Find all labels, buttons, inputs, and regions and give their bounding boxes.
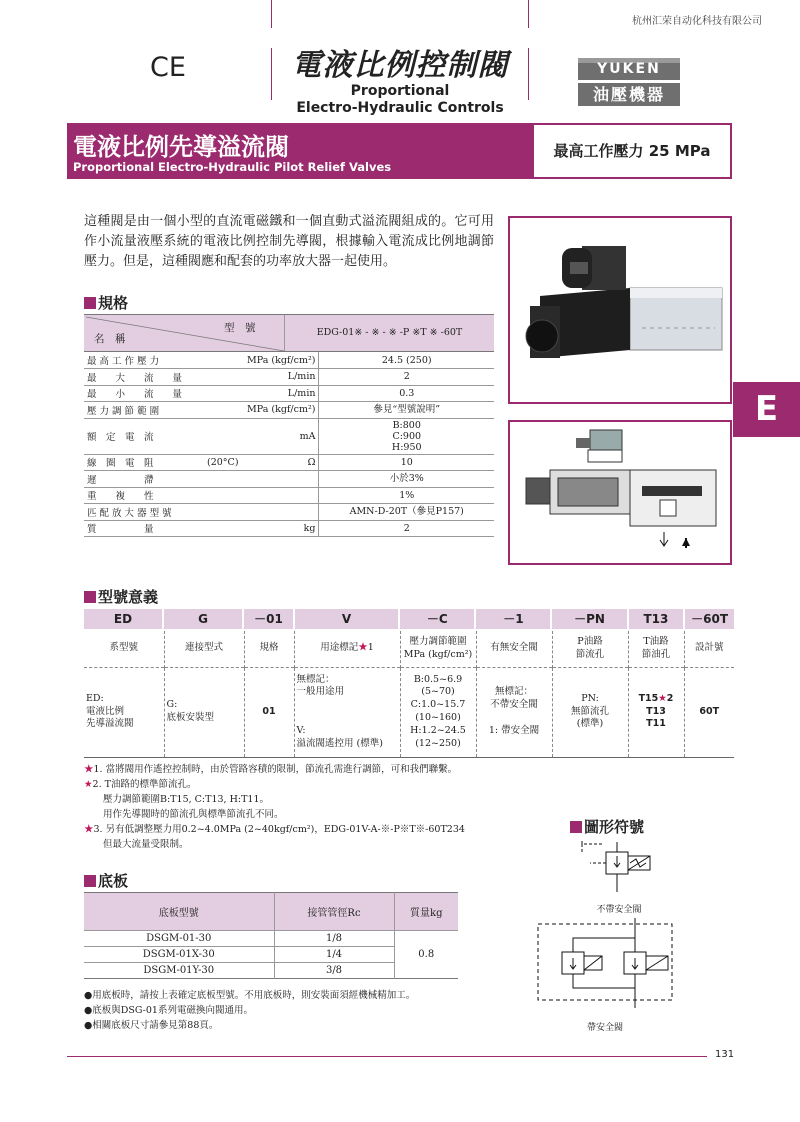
model-code-heading (84, 586, 158, 607)
spec-value: 小於3% (319, 471, 494, 488)
spec-name: 壓 力 調 節 範 圍 (84, 402, 204, 419)
subplate-size: 1/8 (274, 931, 394, 947)
note-line: 壓力調節範圍B:T15, C:T13, H:T11。 (84, 794, 269, 805)
spec-condition (204, 504, 244, 521)
spec-rows (84, 352, 494, 537)
spec-row (84, 504, 494, 521)
model-code-segment: G (164, 609, 242, 629)
header-suffix: 1 (367, 642, 374, 654)
spec-row (84, 385, 494, 402)
spec-heading (84, 292, 128, 313)
subplate-note: ●用底板時，請按上表確定底板型號。不用底板時，則安裝面須經機械精加工。 (84, 990, 416, 1001)
model-code-header: 有無安全閥 (476, 631, 552, 667)
model-code-detail (84, 631, 734, 758)
subplate-header: 底板型號 (158, 908, 199, 919)
spec-condition (204, 471, 244, 488)
spec-row (84, 352, 494, 369)
symbol-with-safety (530, 918, 680, 1033)
spec-row (84, 471, 494, 488)
model-code-row (84, 609, 734, 629)
frame-line (528, 48, 529, 100)
model-code-segment: －PN (552, 609, 626, 629)
spec-heading-text: 規格 (98, 294, 129, 312)
spec-condition (204, 418, 244, 454)
spec-unit: Ω (244, 454, 319, 471)
spec-value: 參見“型號說明” (319, 402, 494, 419)
spec-table-header (84, 314, 494, 352)
spec-name: 最 小 流 量 (84, 385, 204, 402)
symbol-heading-text: 圖形符號 (584, 818, 645, 836)
spec-condition: (20°C) (204, 454, 244, 471)
spec-unit (244, 504, 319, 521)
spec-unit: MPa (kgf/cm²) (244, 402, 319, 419)
max-pressure: 最高工作壓力 25 MPa (532, 123, 732, 179)
banner-subtitle: Proportional Electro-Hydraulic Pilot Relief Valves (73, 160, 392, 174)
section-drawing (508, 420, 732, 565)
intro-text: 這種閥是由一個小型的直流電磁鐵和一個直動式溢流閥組成的。它可用作小流量液壓系統的電液比例控制先導閥，根據輸入電流成比例地調節壓力。但是，這種閥應和配套的功率放大器一起使用。 (84, 214, 494, 269)
symbol-heading (570, 816, 644, 837)
model-code-value: 無標記： 不帶安全閥 1: 帶安全閥 (476, 667, 552, 757)
spec-value: 2 (319, 520, 494, 537)
spec-condition (204, 487, 244, 504)
spec-condition (204, 352, 244, 369)
yuken-logo (578, 58, 680, 106)
star-icon: ★ (84, 824, 94, 835)
subplate-size: 3/8 (274, 963, 394, 979)
frame-line (528, 0, 529, 28)
model-code-value: T15★2 T13 T11 (628, 667, 684, 757)
note-line: ★2. T油路的標準節流孔。 (84, 779, 197, 790)
company-name: 杭州汇荣自动化科技有限公司 (632, 16, 762, 27)
spec-unit (244, 487, 319, 504)
star-icon: ★ (358, 642, 368, 654)
spec-unit: MPa (kgf/cm²) (244, 352, 319, 369)
star-icon: ★ (84, 779, 93, 790)
spec-head-value: EDG-01※ - ※ - ※ -P ※T ※ -60T (284, 315, 494, 351)
spec-value: AMN-D-20T（參見P157) (319, 504, 494, 521)
subplate-note: ●相關底板尺寸請參見第88頁。 (84, 1020, 219, 1031)
model-code-segment: ED (84, 609, 162, 629)
spec-row (84, 454, 494, 471)
ce-mark: CE (150, 52, 186, 83)
note-line: ★3. 另有低調整壓力用0.2~4.0MPa (2~40kgf/cm²)，EDG-01V-A-※-P※T※-60T234 (84, 824, 465, 835)
spec-name: 線 圈 電 阻 (84, 454, 204, 471)
product-photo (508, 216, 732, 404)
model-code-value: 無標記： 一般用途用 V: 溢流閥遙控用 (標準) (294, 667, 400, 757)
spec-value: 2 (319, 369, 494, 386)
model-code-segment: V (295, 609, 398, 629)
model-code-header: 連接型式 (164, 631, 244, 667)
model-code-header: 壓力調節範圍 MPa (kgf/cm²) (400, 631, 476, 667)
spec-value: 10 (319, 454, 494, 471)
model-code-segment: －1 (476, 609, 550, 629)
spec-head-name: 名 稱 (94, 333, 126, 345)
subplate-model: DSGM-01Y-30 (84, 963, 274, 979)
spec-unit: kg (244, 520, 319, 537)
model-code-value: 60T (699, 705, 720, 717)
spec-unit: L/min (244, 369, 319, 386)
subplate-header: 接管管徑Rc (274, 893, 394, 931)
spec-row (84, 487, 494, 504)
star-icon: ★ (84, 764, 94, 775)
subplate-model: DSGM-01-30 (84, 931, 274, 947)
spec-unit (244, 471, 319, 488)
subplate-table (84, 892, 458, 979)
model-code-heading-text: 型號意義 (98, 588, 159, 606)
symbol-label-1: 不帶安全閥 (596, 905, 642, 915)
spec-table (84, 314, 494, 537)
model-code-header: 設計號 (694, 642, 724, 654)
spec-value: 1% (319, 487, 494, 504)
spec-name: 遲 滯 (84, 471, 204, 488)
model-code-value: 01 (244, 667, 294, 757)
footer-line (67, 1056, 707, 1057)
spec-condition (204, 402, 244, 419)
note-line: ★1. 當將閥用作遙控控制時，由於管路容積的限制，節流孔需進行調節，可和我們聯繫。 (84, 764, 458, 775)
logo-subtext: 油壓機器 (578, 83, 680, 106)
model-code-segment: T13 (629, 609, 684, 629)
header-subtitle-2: Electro-Hydraulic Controls (296, 100, 504, 116)
model-code-header: 系型號 (84, 631, 164, 667)
spec-name: 匹 配 放 大 器 型 號 (84, 504, 204, 521)
page-number: 131 (715, 1049, 735, 1060)
symbol-no-safety (560, 836, 680, 915)
spec-row (84, 369, 494, 386)
model-code-segment: －01 (244, 609, 293, 629)
subplate-heading (84, 870, 128, 891)
spec-name: 最 大 流 量 (84, 369, 204, 386)
header-text: 用途標記 (320, 642, 359, 654)
symbol-label-2: 帶安全閥 (586, 1023, 623, 1033)
spec-row (84, 418, 494, 454)
spec-condition (204, 520, 244, 537)
model-code-value: G: 底板安裝型 (164, 667, 244, 757)
star-icon: ★ (658, 692, 667, 704)
subplate-header: 質量kg (394, 893, 458, 931)
spec-condition (204, 369, 244, 386)
spec-row (84, 520, 494, 537)
spec-name: 重 複 性 (84, 487, 204, 504)
model-code-value: B:0.5~6.9 (5~70) C:1.0~15.7 (10~160) H:1.2~24.5 (12~250) (400, 667, 476, 757)
spec-head-model: 型 號 (224, 322, 256, 334)
model-notes (84, 762, 554, 852)
subplate-size: 1/4 (274, 947, 394, 963)
model-code-segment: －60T (685, 609, 734, 629)
spec-name: 最 高 工 作 壓 力 (84, 352, 204, 369)
model-code-value: PN: 無節流孔 (標準) (552, 667, 628, 757)
spec-row (84, 402, 494, 419)
subplate-grid (84, 892, 458, 979)
header-subtitle-1: Proportional (350, 83, 450, 99)
spec-name: 質 量 (84, 520, 204, 537)
subplate-heading-text: 底板 (98, 872, 129, 890)
model-code-header: 規格 (244, 631, 294, 667)
spec-unit: L/min (244, 385, 319, 402)
logo-text: YUKEN (597, 61, 661, 77)
spec-value: B:800 C:900 H:950 (319, 418, 494, 454)
note-line: 但最大流量受限制。 (84, 839, 189, 850)
frame-line (271, 0, 272, 28)
subplate-note: ●底板與DSG-01系列電磁換向閥通用。 (84, 1005, 253, 1016)
note-line: 用作先導閥時的節流孔與標準節流孔不同。 (84, 809, 284, 820)
model-code-header: T油路 節油孔 (628, 631, 684, 667)
spec-unit: mA (244, 418, 319, 454)
title-banner (67, 123, 732, 179)
model-code-value: ED: 電液比例 先導溢流閥 (84, 667, 164, 757)
spec-name: 額 定 電 流 (84, 418, 204, 454)
spec-condition (204, 385, 244, 402)
model-code-table (84, 609, 734, 758)
banner-title: 電液比例先導溢流閥 (73, 133, 289, 161)
section-tab: E (733, 382, 800, 437)
model-code-segment: －C (400, 609, 474, 629)
subplate-mass: 0.8 (394, 931, 458, 979)
subplate-notes (84, 988, 544, 1033)
model-code-header (294, 631, 400, 667)
subplate-model: DSGM-01X-30 (84, 947, 274, 963)
spec-value: 0.3 (319, 385, 494, 402)
header-title: 電液比例控制閥 (291, 48, 509, 83)
spec-value: 24.5 (250) (319, 352, 494, 369)
model-code-header: P油路 節流孔 (552, 631, 628, 667)
